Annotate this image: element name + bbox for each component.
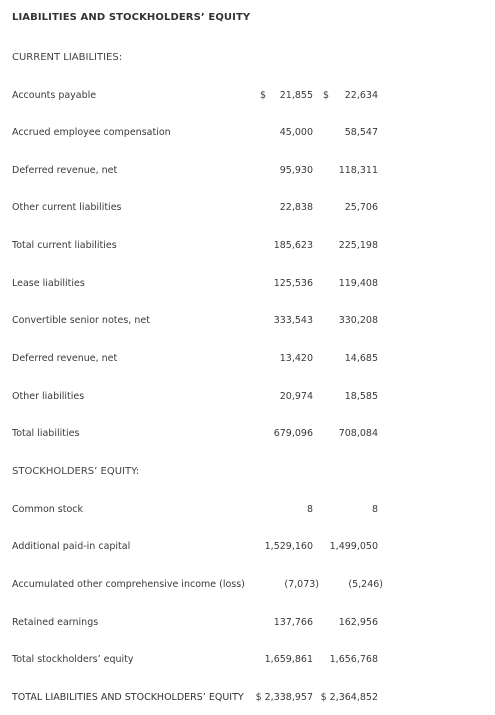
- grand-total-col1: $ 2,338,957: [255, 692, 313, 703]
- section-heading-current-liabilities: [0, 48, 495, 68]
- row-label: Other liabilities: [12, 391, 85, 402]
- value-col1: 20,974: [279, 391, 313, 402]
- currency-symbol: $: [260, 90, 267, 101]
- value-col1: (7,073): [284, 579, 319, 590]
- value-col1: 185,623: [273, 240, 313, 251]
- value-col2: 162,956: [338, 617, 378, 628]
- row-label: Convertible senior notes, net: [12, 315, 150, 326]
- value-col2: 330,208: [338, 315, 378, 326]
- value-col2: (5,246): [348, 579, 383, 590]
- table-row: [0, 387, 495, 407]
- value-col1: 679,096: [273, 428, 313, 439]
- row-label: Accrued employee compensation: [12, 127, 171, 138]
- row-label: Additional paid-in capital: [12, 541, 131, 552]
- page-title: LIABILITIES AND STOCKHOLDERS’ EQUITY: [12, 12, 251, 23]
- value-col1: 333,543: [273, 315, 313, 326]
- value-col2: 58,547: [344, 127, 378, 138]
- table-row: [0, 161, 495, 181]
- value-col2: 119,408: [338, 278, 378, 289]
- table-row: [0, 198, 495, 218]
- section-heading-stockholders-equity: [0, 462, 495, 482]
- table-row: [0, 86, 495, 106]
- grand-total-col2: $ 2,364,852: [320, 692, 378, 703]
- row-label: Total current liabilities: [12, 240, 117, 251]
- table-row: [0, 613, 495, 633]
- value-col1: 1,529,160: [264, 541, 313, 552]
- row-label: Total liabilities: [12, 428, 80, 439]
- total-row: [0, 424, 495, 444]
- total-row: [0, 236, 495, 256]
- value-col1: 1,659,861: [264, 654, 313, 665]
- value-col1: 8: [306, 504, 313, 515]
- grand-total-row: [0, 688, 495, 708]
- section-heading-label: CURRENT LIABILITIES:: [12, 52, 123, 63]
- row-label: Deferred revenue, net: [12, 165, 118, 176]
- value-col2: 225,198: [338, 240, 378, 251]
- total-row: [0, 650, 495, 670]
- currency-symbol: $: [323, 90, 330, 101]
- value-col2: 708,084: [338, 428, 378, 439]
- value-col2: 25,706: [344, 202, 378, 213]
- row-label: Other current liabilities: [12, 202, 122, 213]
- value-col1: 125,536: [273, 278, 313, 289]
- value-col1: 45,000: [279, 127, 313, 138]
- table-row: [0, 311, 495, 331]
- value-col2: 1,499,050: [329, 541, 378, 552]
- table-row: [0, 575, 495, 595]
- row-label: Common stock: [12, 504, 84, 515]
- value-col2: 22,634: [344, 90, 378, 101]
- value-col1: 22,838: [279, 202, 313, 213]
- section-heading-label: STOCKHOLDERS’ EQUITY:: [12, 466, 140, 477]
- row-label: Accounts payable: [12, 90, 97, 101]
- value-col2: 18,585: [344, 391, 378, 402]
- value-col1: 13,420: [279, 353, 313, 364]
- table-row: [0, 123, 495, 143]
- value-col2: 14,685: [344, 353, 378, 364]
- row-label: Accumulated other comprehensive income (loss): [12, 579, 245, 590]
- value-col2: 1,656,768: [329, 654, 378, 665]
- value-col1: 21,855: [279, 90, 313, 101]
- table-row: [0, 349, 495, 369]
- table-row: [0, 274, 495, 294]
- value-col2: 8: [371, 504, 378, 515]
- row-label: Lease liabilities: [12, 278, 85, 289]
- value-col1: 137,766: [273, 617, 313, 628]
- value-col2: 118,311: [338, 165, 378, 176]
- grand-total-label: TOTAL LIABILITIES AND STOCKHOLDERS’ EQUITY: [12, 692, 244, 703]
- row-label: Retained earnings: [12, 617, 99, 628]
- row-label: Deferred revenue, net: [12, 353, 118, 364]
- table-row: [0, 537, 495, 557]
- table-row: [0, 500, 495, 520]
- row-label: Total stockholders’ equity: [12, 654, 134, 665]
- value-col1: 95,930: [279, 165, 313, 176]
